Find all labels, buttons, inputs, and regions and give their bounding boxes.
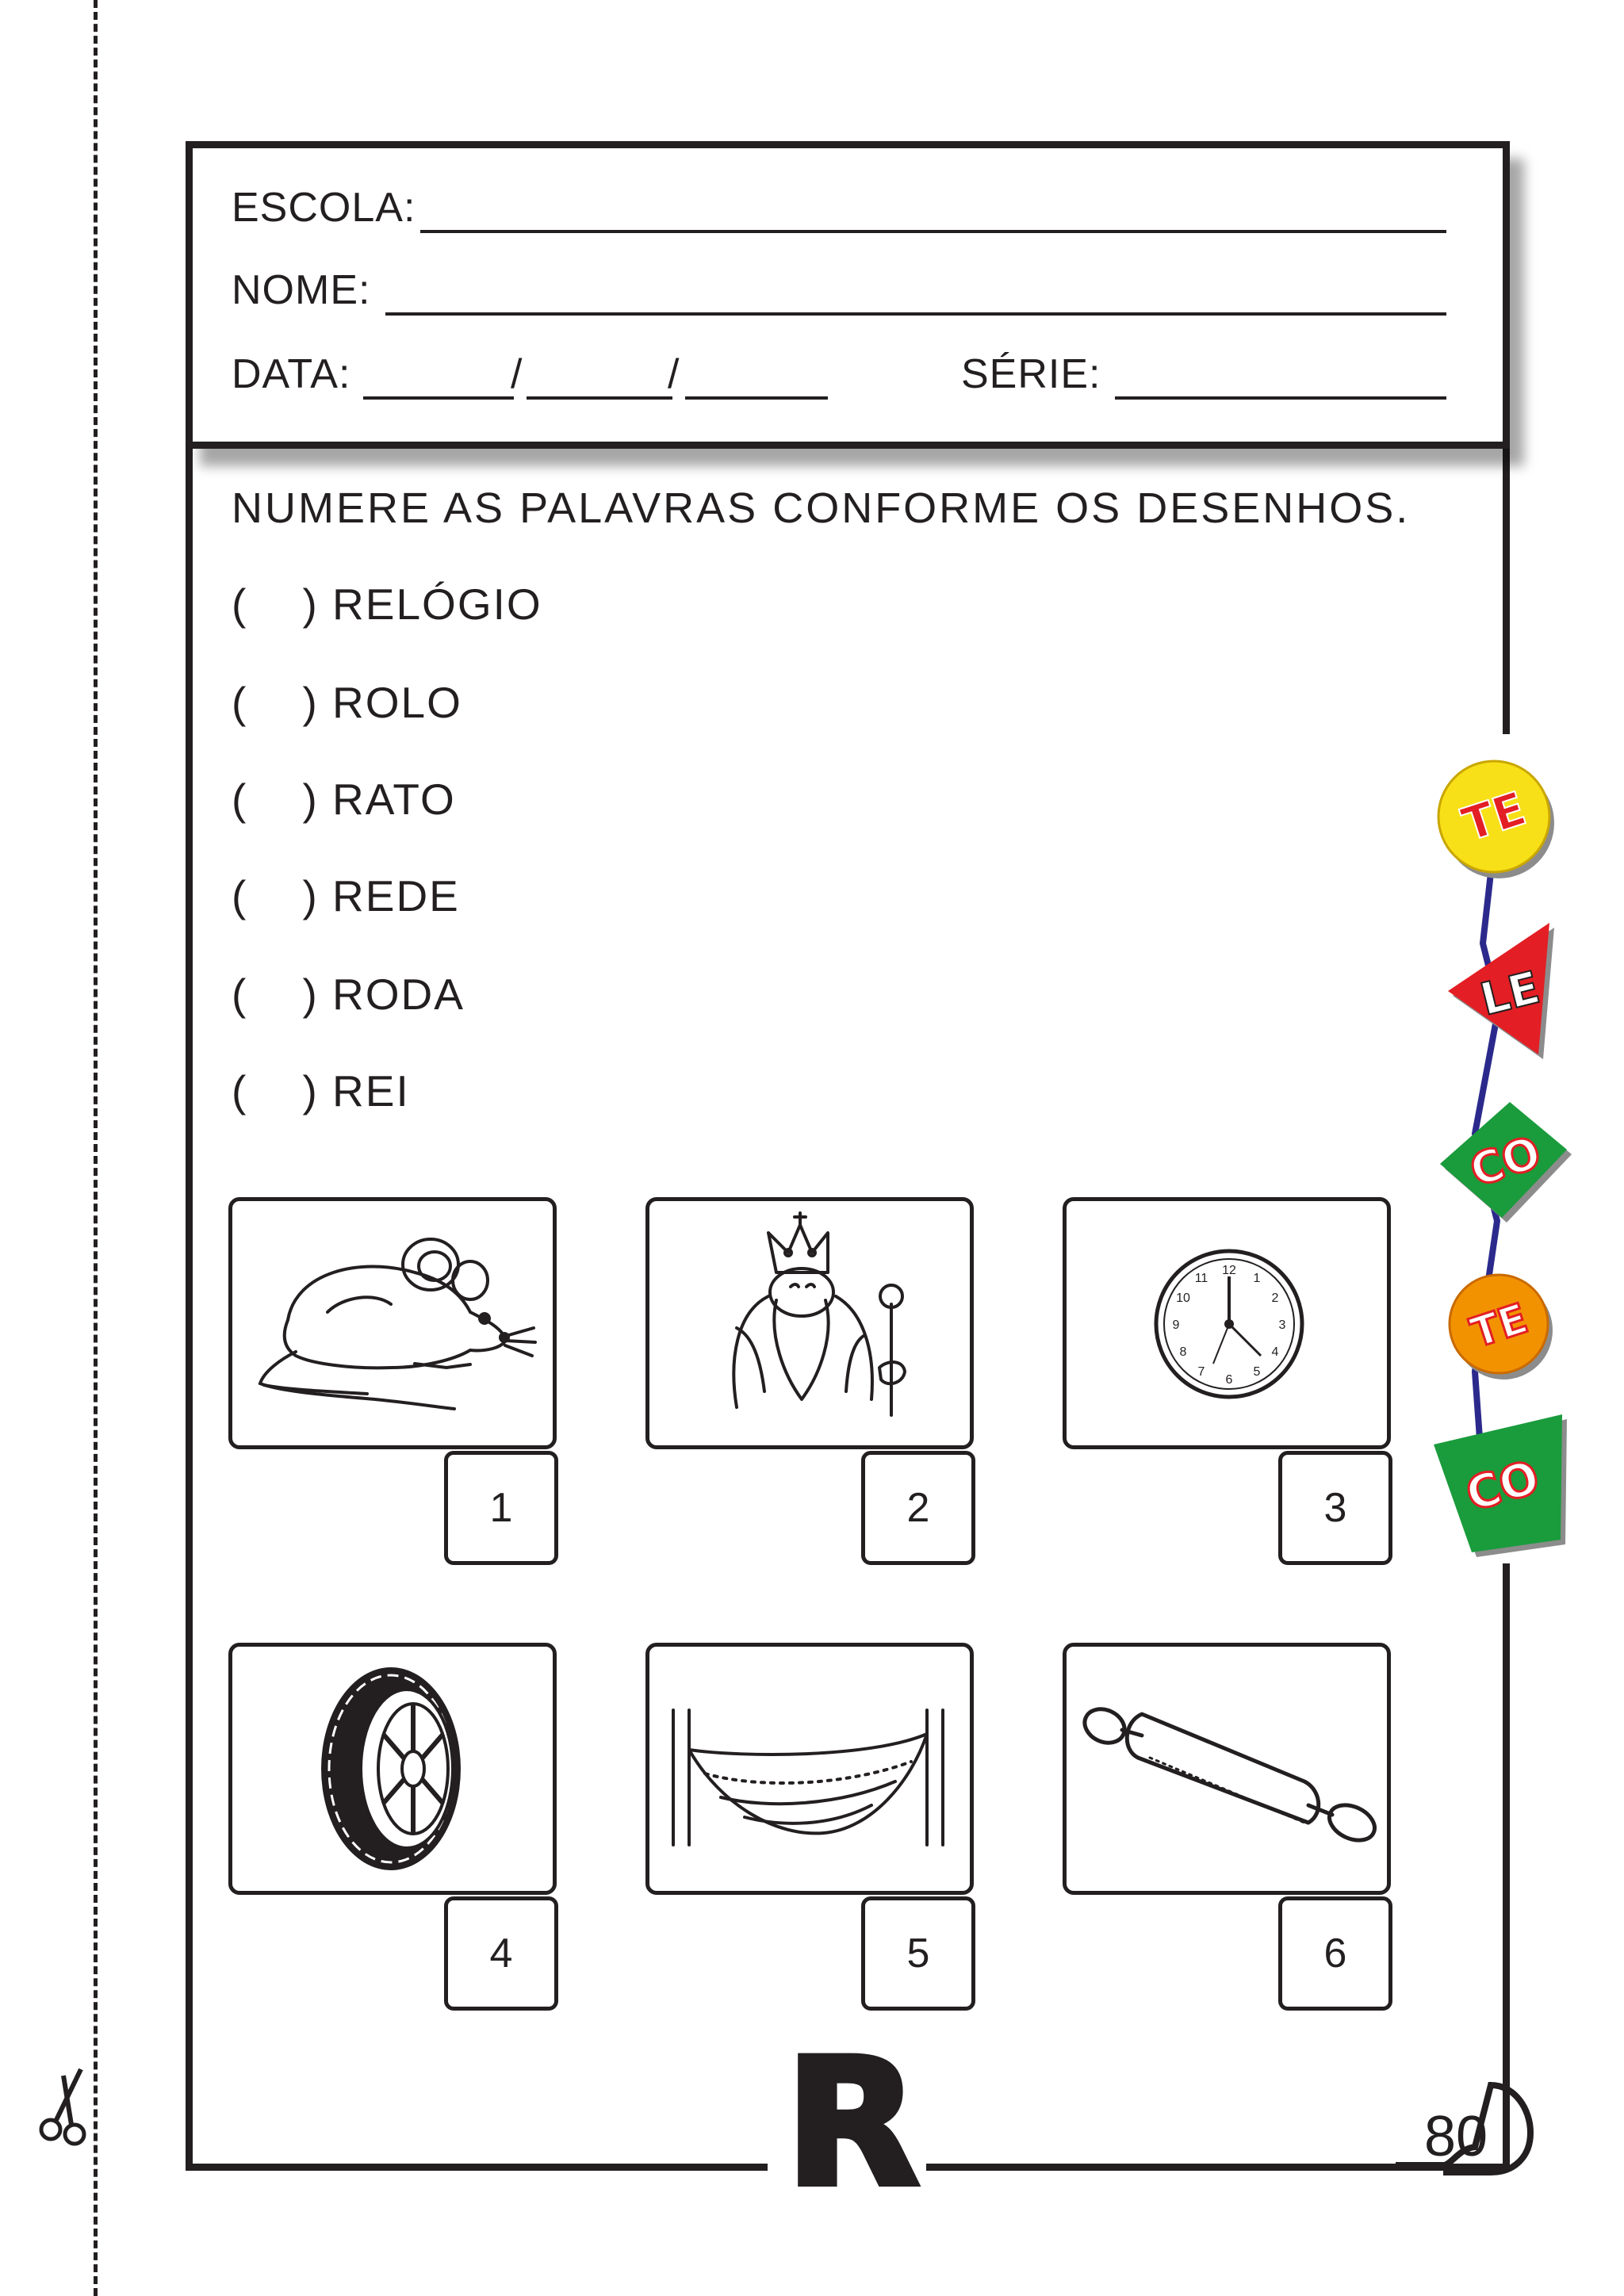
answer-parenthesis[interactable]: ( ) [232, 1066, 319, 1115]
badge-label: CO [1460, 1449, 1545, 1522]
clock-numeral: 3 [1278, 1318, 1286, 1332]
list-item [232, 969, 465, 1020]
clock-numeral: 4 [1271, 1345, 1279, 1359]
picture-card [645, 1197, 974, 1449]
rolling-pin-icon [1067, 1647, 1387, 1891]
serie-label: SÉRIE: [961, 351, 1101, 397]
badge-label: LE [1475, 962, 1545, 1027]
word-label: ROLO [332, 678, 462, 727]
picture-number-box: 5 [861, 1896, 975, 2011]
answer-parenthesis[interactable]: ( ) [232, 871, 319, 920]
clock-numeral: 5 [1253, 1365, 1261, 1379]
word-label: REDE [332, 871, 460, 920]
picture-number-box: 6 [1278, 1896, 1392, 2011]
picture-card [1063, 1197, 1391, 1449]
date-slash: / [511, 351, 523, 397]
date-slash: / [668, 351, 680, 397]
list-item [232, 677, 462, 728]
badge-label: CO [1464, 1127, 1547, 1198]
clock-numeral: 1 [1253, 1272, 1261, 1285]
instruction-text: NUMERE AS PALAVRAS CONFORME OS DESENHOS. [232, 484, 1411, 532]
picture-card [1063, 1643, 1391, 1895]
answer-parenthesis[interactable]: ( ) [232, 580, 319, 629]
serie-field[interactable] [1115, 396, 1446, 400]
page-number: 80 [1424, 2105, 1488, 2168]
clock-numeral: 9 [1172, 1318, 1180, 1332]
list-item [232, 579, 542, 629]
picture-number-box: 2 [861, 1451, 975, 1565]
word-label: REI [332, 1066, 410, 1115]
tire-icon [232, 1647, 553, 1891]
clock-numeral: 2 [1271, 1292, 1279, 1305]
clock-numeral: 11 [1194, 1272, 1208, 1285]
clock-numeral: 6 [1225, 1373, 1233, 1387]
picture-card [228, 1197, 557, 1449]
picture-card [228, 1643, 557, 1895]
syllable-badge [1424, 1410, 1575, 1560]
syllable-badge [1432, 755, 1559, 882]
escola-label: ESCOLA: [232, 185, 416, 231]
escola-field[interactable] [420, 230, 1446, 233]
answer-parenthesis[interactable]: ( ) [232, 775, 319, 824]
badge-label: TE [1465, 1295, 1534, 1358]
badge-label: TE [1455, 781, 1533, 852]
syllable-badge [1432, 1094, 1575, 1229]
word-label: RELÓGIO [332, 580, 542, 629]
data-label: DATA: [232, 351, 351, 397]
answer-parenthesis[interactable]: ( ) [232, 678, 319, 727]
featured-letter: R [785, 2022, 920, 2225]
scissors-icon [33, 2061, 97, 2149]
king-icon [649, 1201, 970, 1445]
syllable-badge [1432, 920, 1575, 1062]
mouse-icon [232, 1201, 553, 1445]
date-month-field[interactable] [527, 396, 672, 400]
picture-number-box: 1 [444, 1451, 558, 1565]
list-item [232, 1066, 410, 1116]
nome-label: NOME: [232, 267, 371, 313]
clock-numeral: 12 [1222, 1264, 1236, 1277]
date-day-field[interactable] [363, 396, 514, 400]
clock-numeral: 8 [1179, 1345, 1187, 1359]
date-year-field[interactable] [685, 396, 828, 400]
picture-card [645, 1643, 974, 1895]
clock-icon [1067, 1201, 1387, 1445]
clock-numeral: 7 [1197, 1365, 1205, 1379]
word-label: RATO [332, 775, 456, 824]
clock-numeral: 10 [1176, 1292, 1190, 1305]
nome-field[interactable] [385, 312, 1446, 316]
list-item [232, 871, 460, 921]
picture-number-box: 4 [444, 1896, 558, 2011]
syllable-badge [1442, 1267, 1561, 1386]
list-item [232, 774, 456, 825]
cut-line [94, 0, 98, 2296]
answer-parenthesis[interactable]: ( ) [232, 970, 319, 1019]
hammock-icon [649, 1647, 970, 1891]
picture-number-box: 3 [1278, 1451, 1392, 1565]
word-label: RODA [332, 970, 465, 1019]
